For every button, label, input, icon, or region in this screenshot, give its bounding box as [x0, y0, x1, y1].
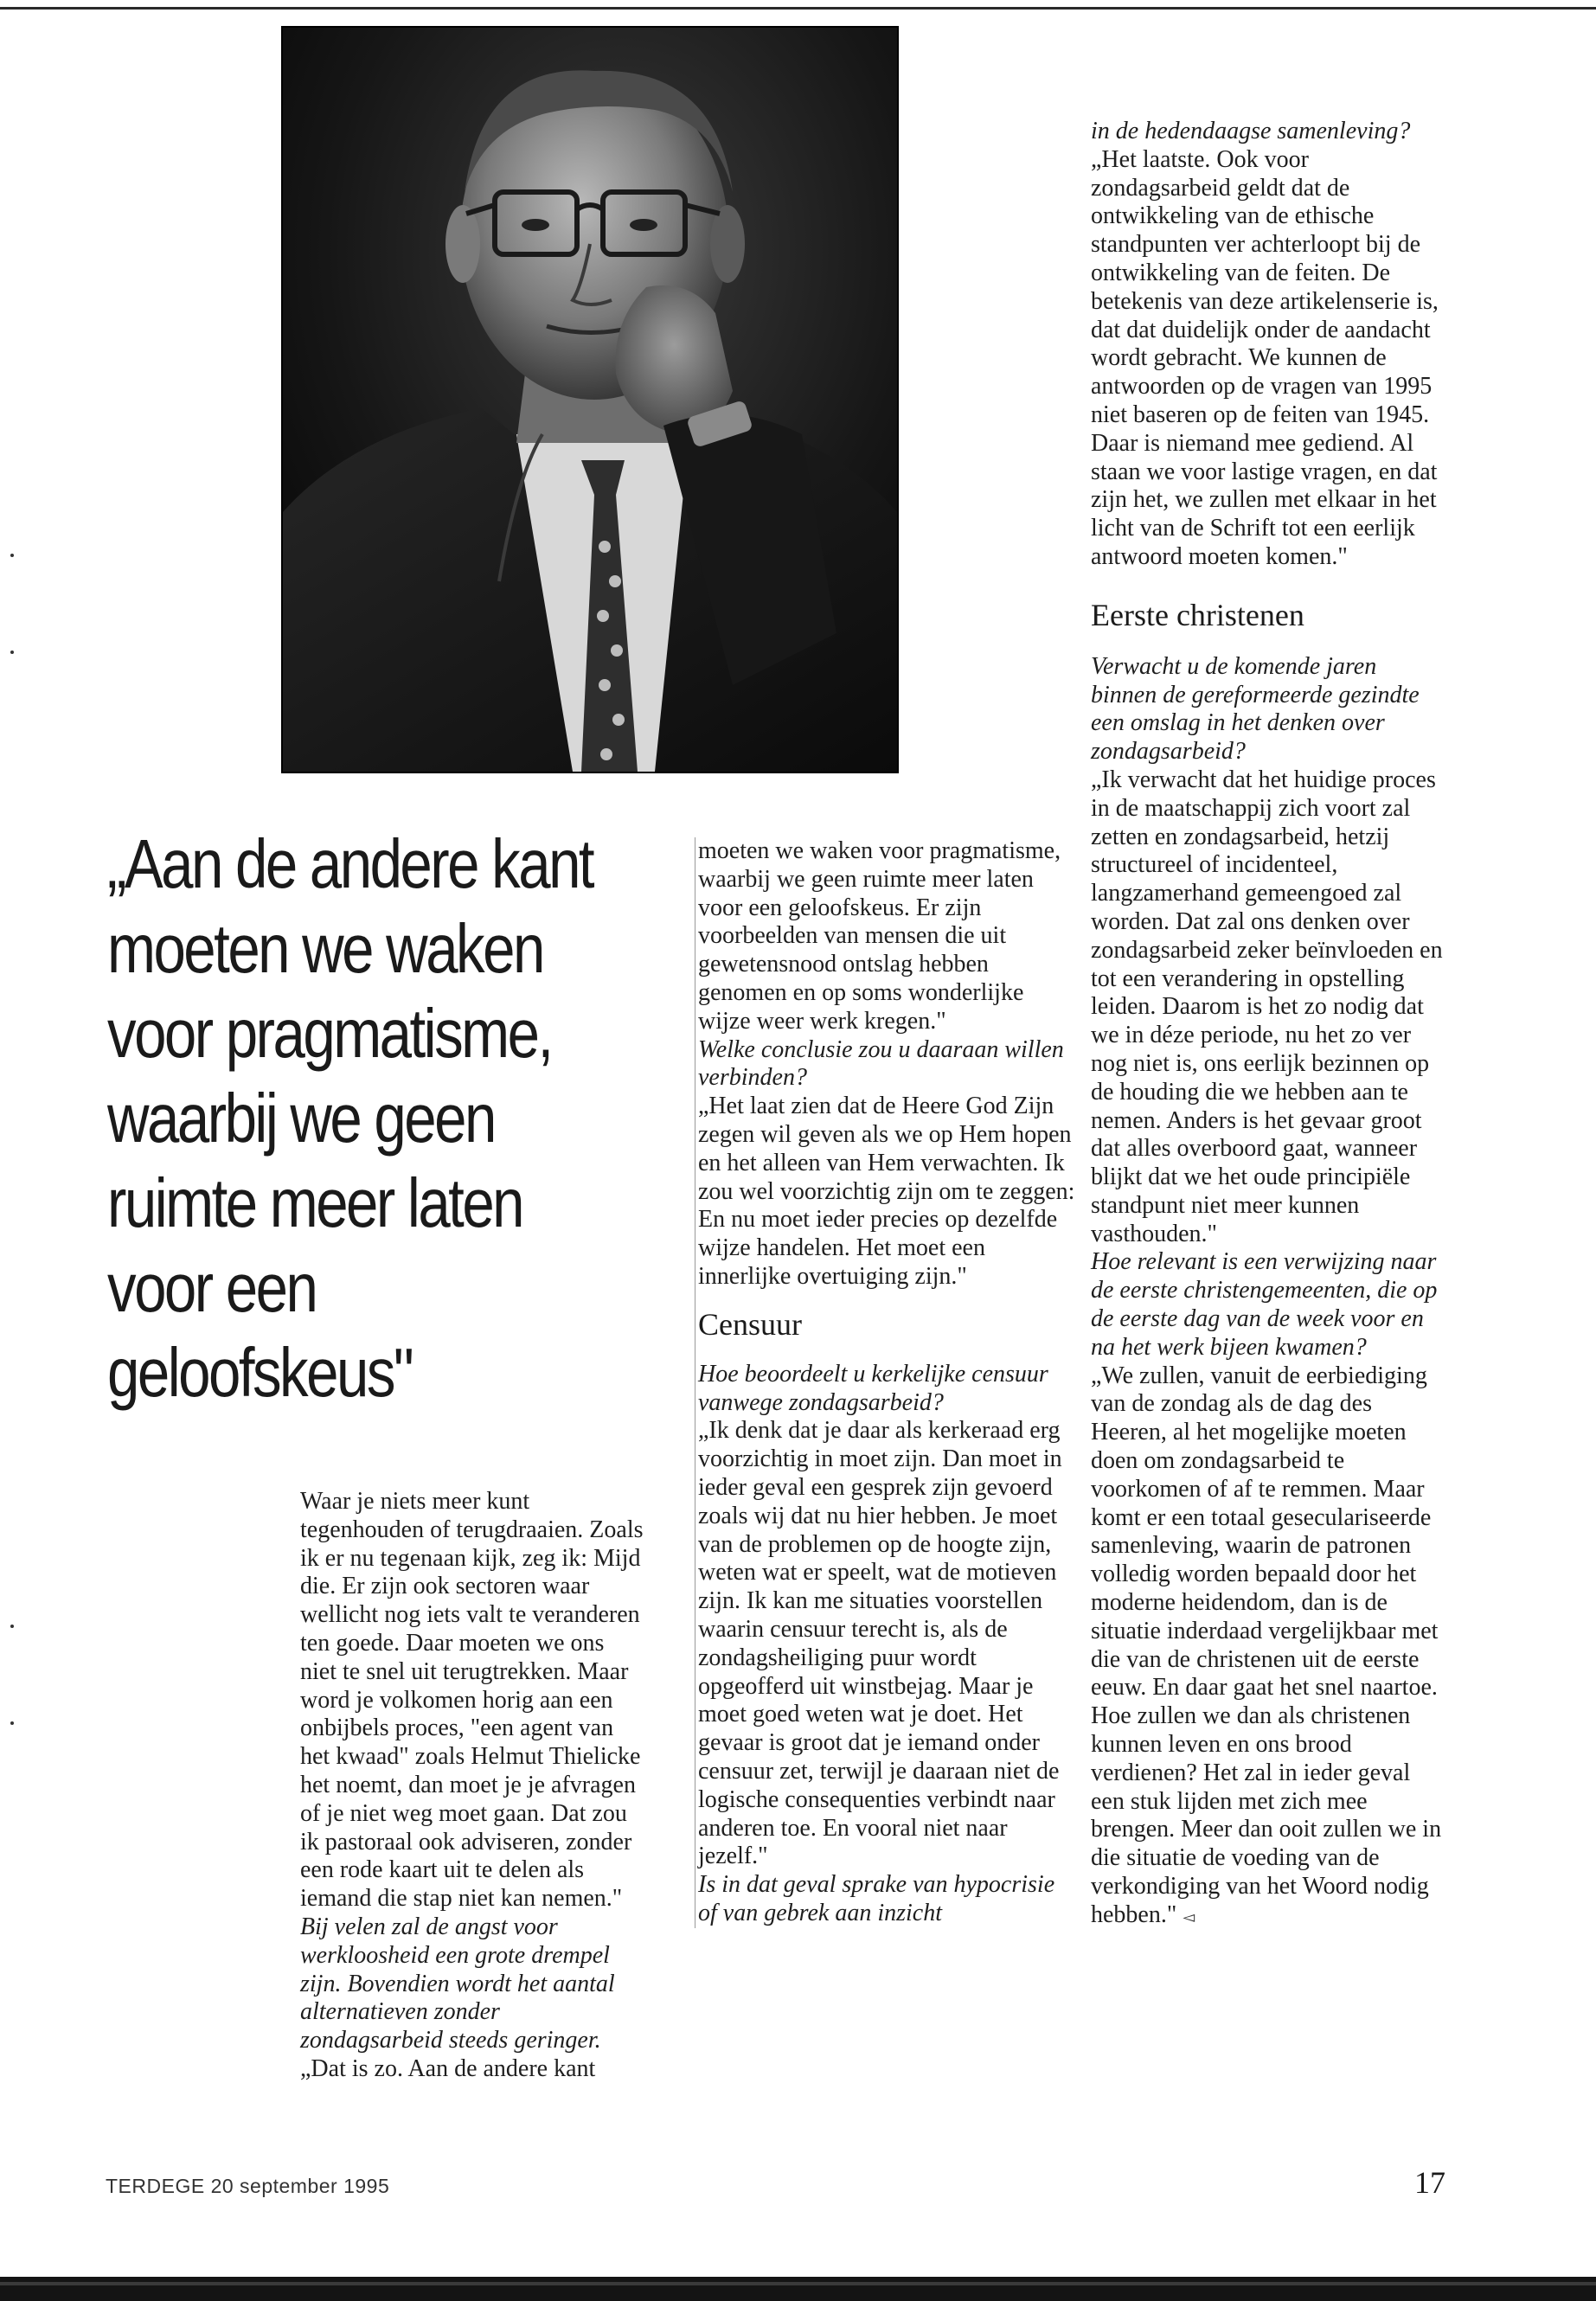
pull-quote-line: voor pragmatisme,: [107, 995, 552, 1072]
portrait-image: [283, 28, 897, 772]
end-of-article-icon: ◅: [1183, 1907, 1195, 1926]
scan-dot: [10, 651, 14, 654]
scan-dot: [10, 1721, 14, 1725]
scan-dot: [10, 554, 14, 557]
answer-paragraph: „Het laat zien dat de Heere God Zijn zegen wil geven als we op Hem hopen en het alleen van Hem verwachten. Ik zou wel voorzichtig zijn om te zeggen: En nu moet ieder precies op dezelfde wijze handelen. Het moet een innerlijke overtuiging zijn.": [698, 1093, 1075, 1290]
answer-paragraph: „Dat is zo. Aan de andere kant: [300, 2054, 596, 2082]
article-column-3: [1091, 118, 1445, 1932]
article-column-2: [695, 837, 1079, 1928]
interview-question: Is in dat geval sprake van hypocrisie of van gebrek aan inzicht: [698, 1871, 1055, 1926]
section-heading-censuur: Censuur: [698, 1306, 802, 1342]
answer-paragraph: Waar je niets meer kunt tegenhouden of terugdraaien. Zoals ik er nu tegenaan kijk, zeg ik: Mijd die. Er zijn ook sectoren waar wellicht nog iets valt te veranderen ten goede. Daar moeten we ons niet te snel uit terugtrekken. Maar word je volkomen horig aan een onbijbels proces, "een agent van het kwaad" zoals Helmut Thielicke het noemt, dan moet je je afvragen of je niet weg moet gaan. Dat zou ik pastoraal ook adviseren, zonder een rode kaart uit te delen als iemand die stap niet kan nemen.": [300, 1488, 644, 1913]
answer-paragraph: „Het laatste. Ook voor zondagsarbeid geldt dat de ontwikkeling van de ethische standpunten ver achterloopt bij de ontwikkeling van de feiten. De betekenis van deze artikelenserie is, dat dat duidelijk onder de aandacht wordt gebracht. We kunnen de antwoorden op de vragen van 1995 niet baseren op de feiten van 1945. Daar is niemand mee gediend. Al staan we voor lastige vragen, en dat zijn het, we zullen met elkaar in het licht van de Schrift tot een eerlijk antwoord moeten komen.": [1091, 145, 1439, 570]
page-number: 17: [1414, 2165, 1445, 2200]
pull-quote-line: geloofskeus": [107, 1334, 413, 1411]
pull-quote-line: ruimte meer laten: [107, 1164, 523, 1241]
portrait-photo: [281, 26, 899, 773]
answer-paragraph: „Ik denk dat je daar als kerkeraad erg voorzichtig in moet zijn. Dan moet in ieder geval een gesprek zijn gevoerd zoals wij dat nu hier hebben. Je moet van de problemen op de hoogte zijn, weten wat er speelt, wat de motieven zijn. Ik kan me situaties voorstellen waarin censuur terecht is, als de zondagsheiliging puur wordt opgeofferd uit winstbejag. Maar je moet goed weten wat je doet. Het gevaar is groot dat je iemand onder censuur zet, terwijl je daaraan niet de logische consequenties verbindt naar anderen toe. En vooral niet naar jezelf.": [698, 1417, 1062, 1870]
answer-text: „We zullen, vanuit de eerbiediging van de zondag als de dag des Heeren, al het mogelijke moeten doen om zondagsarbeid te voorkomen of af te remmen. Maar komt er een totaal geseculariseerde samenleving, waarin de patronen volledig worden bepaald door het moderne heidendom, dan is de situatie inderdaad vergelijkbaar met die van de christenen uit de eerste eeuw. En daar gaat het snel naartoe. Hoe zullen we dan als christenen kunnen leven en ons brood verdienen? Het zal in ieder geval een stuk lijden met zich mee brengen. Meer dan ooit zullen we in die situatie de voeding van de verkondiging van het Woord nodig hebben.": [1091, 1362, 1442, 1928]
footer-publication: TERDEGE 20 september 1995: [106, 2175, 390, 2197]
interview-question: Hoe beoordeelt u kerkelijke censuur vanwege zondagsarbeid?: [698, 1360, 1048, 1416]
bottom-edge-stripe: [0, 2282, 1596, 2285]
interview-question: Verwacht u de komende jaren binnen de gereformeerde gezindte een omslag in het denken over zondagsarbeid?: [1091, 652, 1420, 766]
top-rule: [0, 7, 1596, 10]
interview-question: in de hedendaagse samenleving?: [1091, 118, 1411, 144]
answer-paragraph: [1091, 1362, 1445, 1932]
scan-dot: [10, 1625, 14, 1628]
pull-quote-line: waarbij we geen: [107, 1080, 495, 1157]
section-heading-eerste-christenen: Eerste christenen: [1091, 597, 1304, 632]
pull-quote-line: moeten we waken: [107, 910, 543, 987]
answer-paragraph: moeten we waken voor pragmatisme, waarbij we geen ruimte meer laten voor een geloofskeus. Er zijn voorbeelden van mensen die uit gewetensnood ontslag hebben genomen en op soms wonderlijke wijze weer werk kregen.": [698, 837, 1061, 1035]
pull-quote: [107, 822, 593, 1415]
article-column-1: [300, 1488, 646, 2084]
interview-question: Welke conclusie zou u daaraan willen verbinden?: [698, 1035, 1064, 1092]
interview-question: Hoe relevant is een verwijzing naar de eerste christengemeenten, die op de eerste dag van de week voor en na het werk bijeen kwamen?: [1091, 1248, 1438, 1361]
bottom-edge-bar: [0, 2277, 1596, 2301]
pull-quote-line: voor een: [107, 1249, 317, 1326]
interview-question: Bij velen zal de angst voor werkloosheid een grote drempel zijn. Bovendien wordt het aantal alternatieven zonder zondagsarbeid steeds geringer.: [300, 1913, 615, 2054]
pull-quote-line: „Aan de andere kant: [107, 825, 593, 902]
answer-paragraph: „Ik verwacht dat het huidige proces in de maatschappij zich voort zal zetten en zondagsarbeid, hetzij structureel of incidenteel, langzamerhand gemeengoed zal worden. Dat zal ons denken over zondagsarbeid zeker beïnvloeden en tot een verandering in opstelling leiden. Daarom is het zo nodig dat we in déze periode, nu het zo ver nog niet is, ons eerlijk bezinnen op de houding die we hebben aan te nemen. Anders is het gevaar groot dat alles overboord gaat, wanneer blijkt dat we het oude principiële standpunt niet meer kunnen vasthouden.": [1091, 766, 1443, 1247]
